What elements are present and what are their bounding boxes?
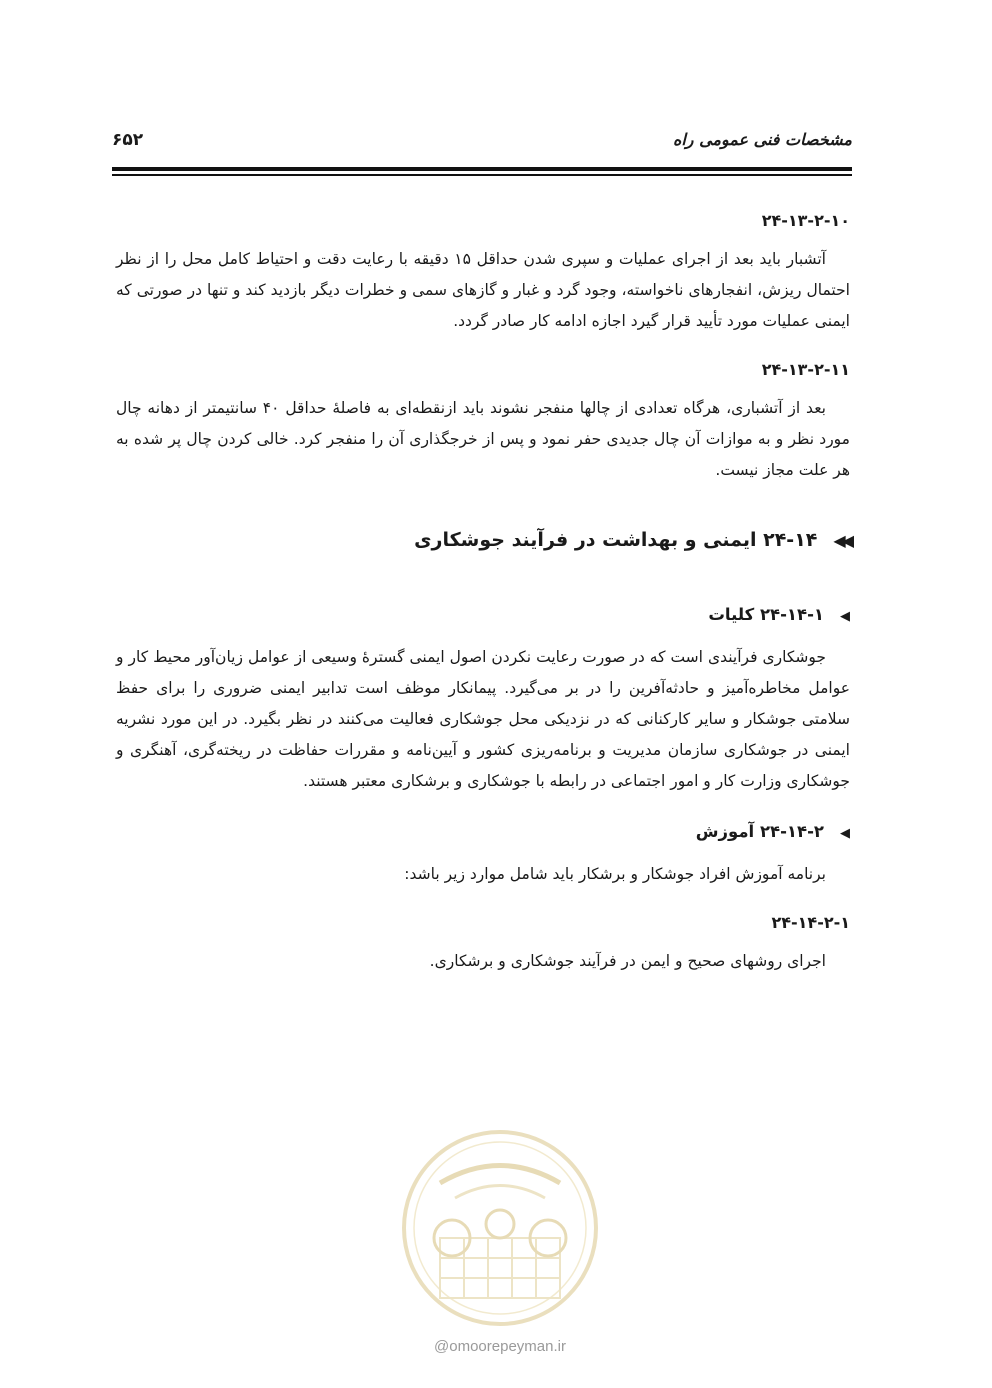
section-paragraph: اجرای روشهای صحیح و ایمن در فرآیند جوشکاری و برشکاری. [429, 952, 826, 970]
header-rule-thick [112, 167, 852, 171]
section-paragraph: جوشکاری فرآیندی است که در صورت رعایت نکردن اصول ایمنی گسترهٔ وسیعی از عوامل زیان‌آور محیط کار و عوامل مخاطره‌آمیز و حادثه‌آفرین را در بر می‌گیرد. پیمانکار موظف است تدابیر ایمنی ضروری را برای حفظ سلامتی جوشکار و سایر کارکنانی که در نزدیکی محل جوشکاری فعالیت می‌کنند در نظر بگیرد. در این مورد نشریه ایمنی در جوشکاری سازمان مدیریت و برنامه‌ریزی کشور و آیین‌نامه و مقررات حفاظت در ریخته‌گری، آهنگری و جوشکاری وزارت کار و امور اجتماعی در رابطه با جوشکاری و برشکاری معتبر هستند. [116, 648, 850, 790]
subheading-text: ۲۴-۱۴-۲ آموزش [695, 822, 824, 841]
page-number: ۶۵۲ [112, 130, 144, 150]
section-paragraph: آتشبار باید بعد از اجرای عملیات و سپری شدن حداقل ۱۵ دقیقه با رعایت دقت و احتیاط کامل محل را از نظر احتمال ریزش، انفجارهای ناخواسته، وجود گرد و غبار و گازهای سمی و خطرات دیگر بازدید کند و تنها در صورتی که ایمنی عملیات مورد تأیید قرار گیرد اجازه ادامه کار صادر گردد. [116, 250, 850, 330]
section-general [116, 602, 850, 797]
subheading-text: ۲۴-۱۴-۱ کلیات [708, 605, 824, 624]
section-number: ۲۴-۱۳-۲-۱۰ [761, 211, 850, 230]
section-paragraph: بعد از آتشباری، هرگاه تعدادی از چالها منفجر نشوند باید ازنقطه‌ای به فاصلهٔ حداقل ۴۰ سانتیمتر از دهانه چال مورد نظر و به موازات آن چال جدیدی حفر نمود و پس از خرجگذاری آن را منفجر کرد. خالی کردن چال پر شده به هر علت مجاز نیست. [116, 399, 850, 479]
main-heading-text: ۲۴-۱۴ ایمنی و بهداشت در فرآیند جوشکاری [414, 529, 818, 551]
double-arrow-icon: ◀◀ [833, 531, 850, 550]
watermark-seal-icon [400, 1128, 600, 1328]
arrow-icon: ◀ [840, 826, 850, 841]
section-24-13-2-11 [116, 359, 850, 486]
section-training [116, 819, 850, 890]
header-title: مشخصات فنی عمومی راه [672, 130, 852, 149]
section-24-14-2-1 [116, 912, 850, 977]
page-header [112, 130, 852, 160]
section-24-13-2-10 [116, 210, 850, 337]
subheading [116, 602, 850, 628]
section-number: ۲۴-۱۴-۲-۱ [771, 913, 850, 932]
watermark-text: @omoorepeyman.ir [434, 1338, 566, 1355]
page-content [116, 210, 850, 999]
subheading [116, 819, 850, 845]
main-heading [116, 526, 850, 554]
arrow-icon: ◀ [840, 609, 850, 624]
header-rule-thin [112, 174, 852, 176]
section-paragraph: برنامه آموزش افراد جوشکار و برشکار باید شامل موارد زیر باشد: [404, 865, 826, 883]
section-number: ۲۴-۱۳-۲-۱۱ [761, 360, 850, 379]
